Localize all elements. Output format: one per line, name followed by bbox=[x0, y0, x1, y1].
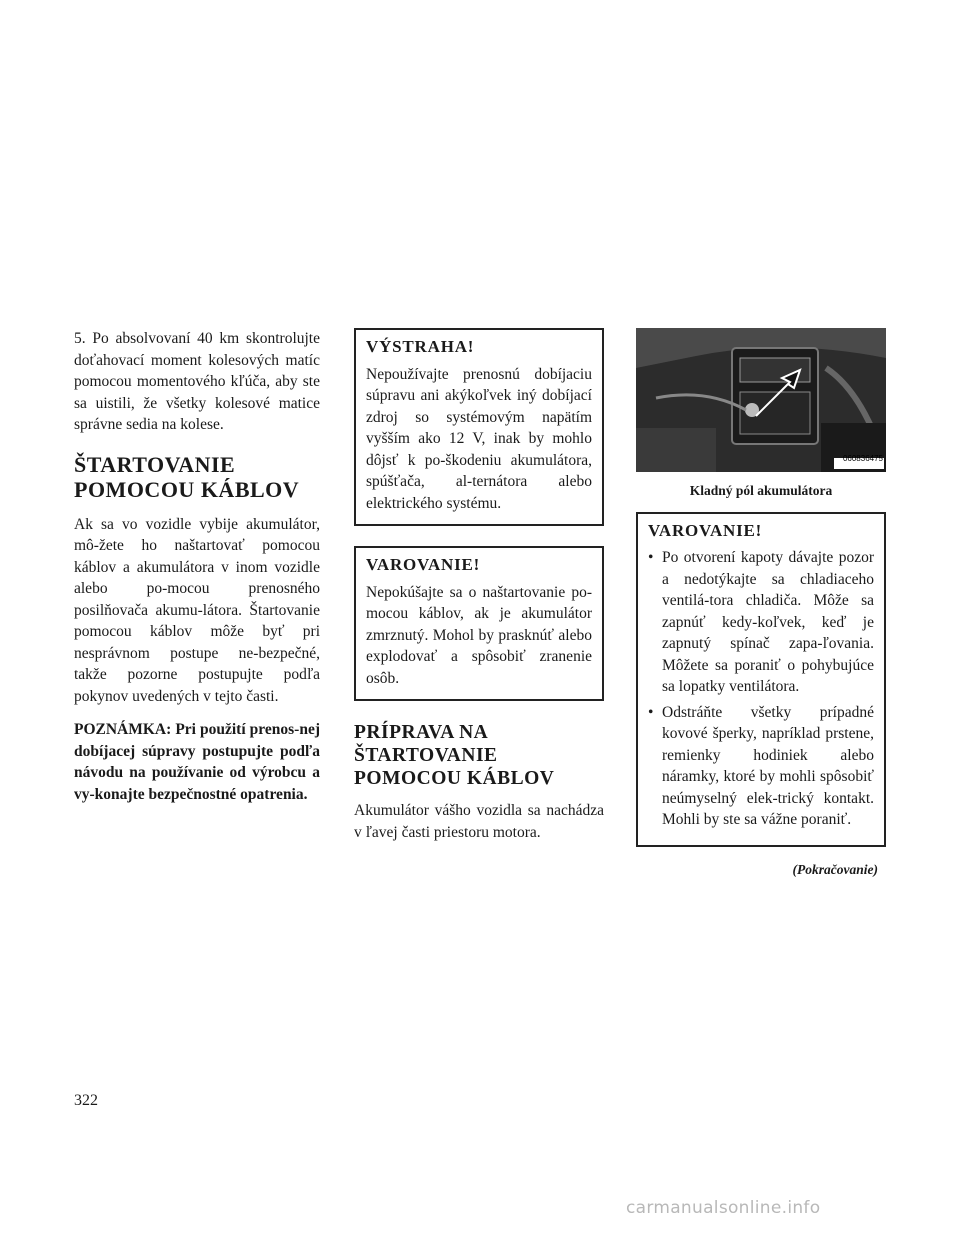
caution-box-fan bbox=[636, 512, 886, 847]
caution-box-frozen-battery bbox=[354, 546, 604, 701]
right-column bbox=[636, 328, 886, 880]
heading-line-2: ŠTARTOVANIE bbox=[354, 745, 498, 766]
section-heading-jump-start bbox=[74, 452, 320, 502]
heading-line-3: POMOCOU KÁBLOV bbox=[354, 768, 555, 789]
warning-title: VÝSTRAHA! bbox=[366, 337, 475, 356]
watermark: carmanualsonline.info bbox=[626, 1198, 821, 1218]
photo-id-label: 060836475 bbox=[842, 453, 883, 463]
battery-photo bbox=[636, 328, 886, 472]
caution-list bbox=[648, 547, 874, 831]
warning-text: Nepoužívajte prenosnú dobíjaciu súpravu ani akýkoľvek iný dobíjací zdroj so systémovým napätím vyšším ako 12 V, inak by mohlo dôjsť k po-škodeniu akumulátora, spúšťača, al-ternátora alebo elektrického systému. bbox=[366, 365, 592, 512]
battery-location-text: Akumulátor vášho vozidla sa nachádza v ľavej časti priestoru motora. bbox=[354, 802, 604, 841]
continued-label: (Pokračovanie) bbox=[792, 861, 878, 877]
caution-title: VAROVANIE! bbox=[648, 520, 763, 540]
page-number: 322 bbox=[74, 1092, 98, 1109]
caution-title: VAROVANIE! bbox=[366, 555, 481, 574]
note-paragraph: POZNÁMKA: Pri použití prenos-nej dobíjacej súpravy postupujte podľa návodu na používanie od výrobcu a vy-konajte bezpečnostné opatrenia. bbox=[74, 721, 320, 803]
heading-line-2: POMOCOU KÁBLOV bbox=[74, 476, 300, 502]
left-column bbox=[74, 328, 320, 817]
heading-line-1: PRÍPRAVA NA bbox=[354, 722, 489, 743]
heading-line-1: ŠTARTOVANIE bbox=[74, 451, 236, 477]
list-item: • Odstráňte všetky prípadné kovové šperky, napríklad prstene, remienky hodiniek alebo náramky, ktoré by mohli spôsobiť neúmyselný elek-trický kontakt. Mohli by ste sa vážne poraniť. bbox=[648, 702, 874, 831]
warning-box bbox=[354, 328, 604, 526]
caution-text: Nepokúšajte sa o naštartovanie po-mocou káblov, ak je akumulátor zmrznutý. Mohol by prasknúť alebo explodovať a spôsobiť zranenie osôb. bbox=[366, 583, 592, 687]
section-heading-preparation bbox=[354, 721, 604, 790]
photo-caption: Kladný pól akumulátora bbox=[689, 483, 833, 498]
list-item: • Po otvorení kapoty dávajte pozor a nedotýkajte sa chladiaceho ventilá-tora chladiča. Môže sa zapnúť kedy-koľvek, keď je zapnutý spínač zapa-ľovania. Môžete sa poraniť o pohybujúce sa lopatky ventilátora. bbox=[648, 547, 874, 698]
step-5-text: 5. Po absolvovaní 40 km skontrolujte doťahovací moment kolesových matíc pomocou momentového kľúča, aby ste sa uistili, že všetky kolesové matice správne sedia na kolese. bbox=[74, 330, 320, 433]
intro-paragraph: Ak sa vo vozidle vybije akumulátor, mô-žete ho naštartovať pomocou káblov a akumulátora v inom vozidle alebo po-mocou prenosného posilňovača akumu-látora. Štartovanie pomocou káblov môže byť pri nesprávnom postupe ne-bezpečné, takže pozorne postupujte podľa pokynov uvedených v tejto časti. bbox=[74, 515, 320, 705]
middle-column bbox=[354, 328, 604, 855]
